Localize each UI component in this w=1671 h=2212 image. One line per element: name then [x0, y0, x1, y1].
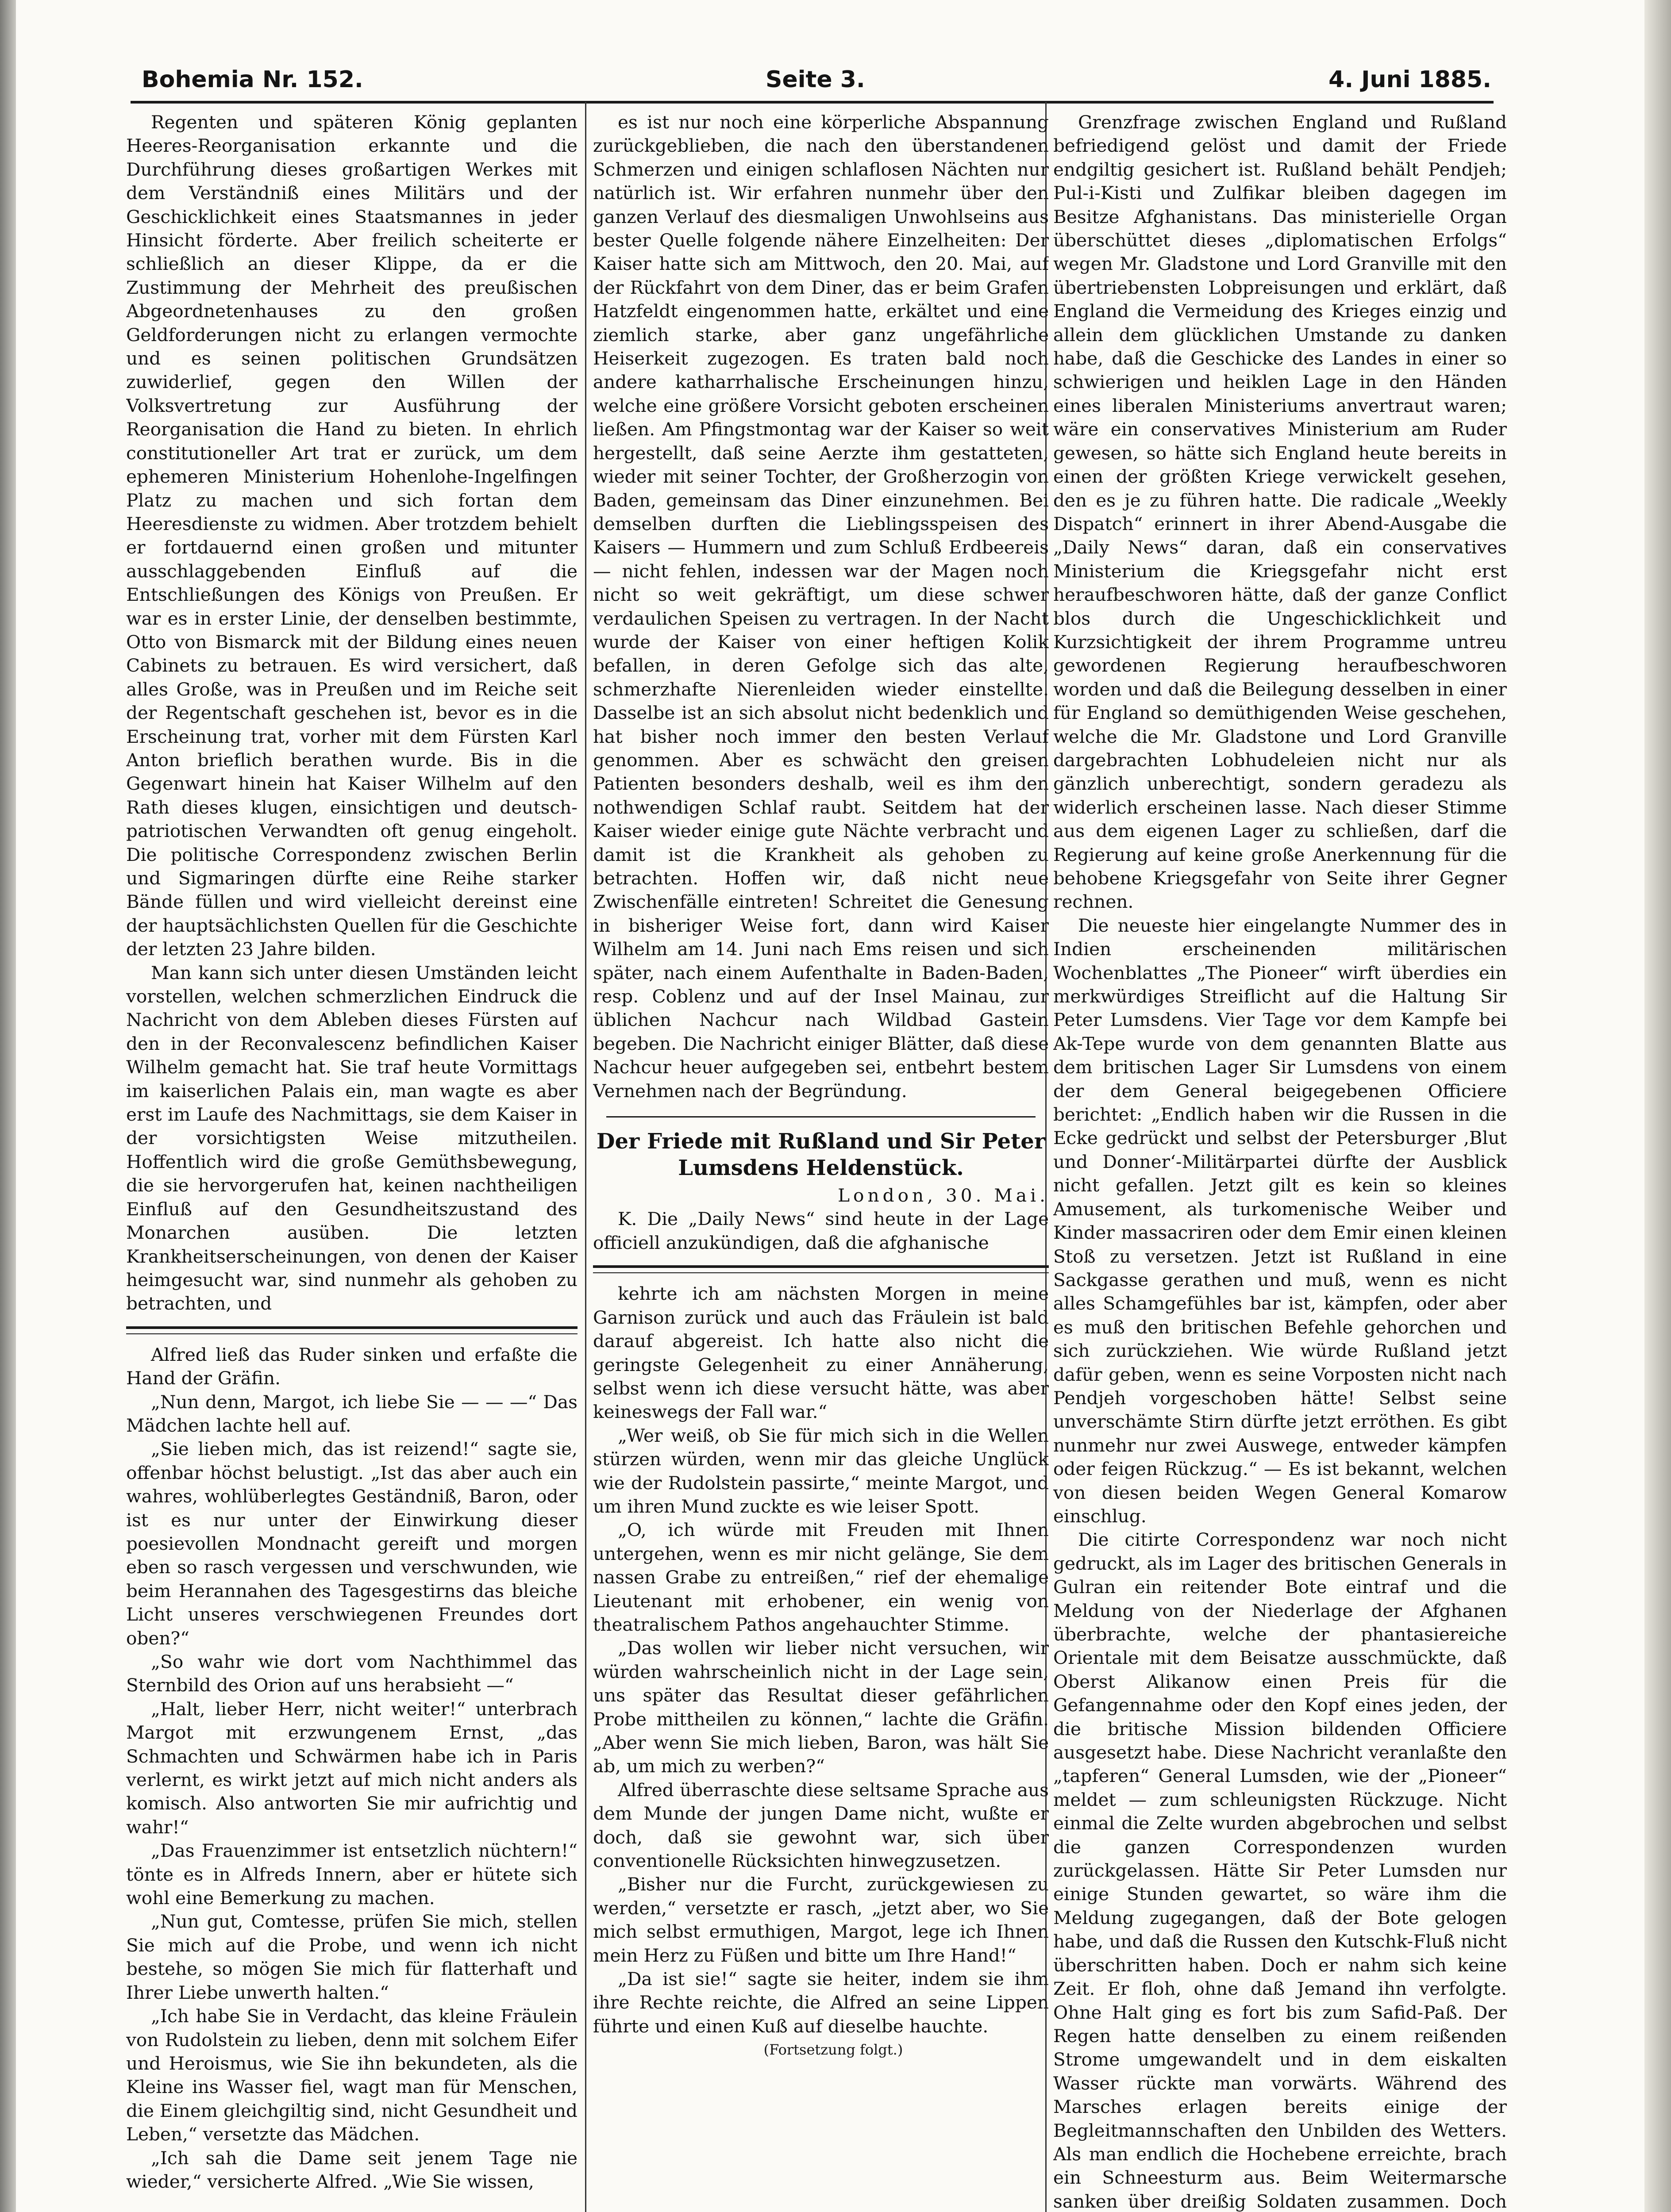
article-lead: K. Die „Daily News“ sind heute in der Lage officiell anzukündigen, daß die afghanische	[593, 1208, 1049, 1253]
column-3-paragraph: Die citirte Correspondenz war noch nicht gedruckt, als im Lager des britischen Generals in Gulran ein reitender Bote eintraf und die Meldung von der Niederlage der Afghanen überbrachte, welche der phantasiereiche Orientale mit dem Beisatze ausschmückte, daß Oberst Alikanow einen Preis für die Gefangennahme oder den Kopf eines jeden, der die britische Mission bildenden Officiere ausgesetzt habe. Diese Nachricht veranlaßte den „tapferen“ General Lumsden, wie der „Pioneer“ meldet — zum schleunigsten Rückzuge. Nicht einmal die Zelte wurden abgebrochen und selbst die ganzen Correspondenzen wurden zurückgelassen. Hätte Sir Peter Lumsden nur einige Stunden gewartet, so wäre ihm die Meldung zugegangen, daß der Bote gelogen habe, und daß die Russen den Kutschk-Fluß nicht überschritten haben. Doch er nahm sich keine Zeit. Er floh, ohne daß Jemand ihn verfolgte. Ohne Halt ging es fort bis zum Safid-Paß. Der Regen hatte denselben zu einem reißenden Strome umgewandelt und in dem eiskalten Wasser rückte man vorwärts. Während des Marsches erlagen bereits einige der Begleitmannschaften den Unbilden des Wetters. Als man endlich die Hochebene erreichte, brach ein Schneesturm aus. Beim Weitermarsche sanken über dreißig Soldaten zusammen. Doch	[1053, 1529, 1507, 2212]
column-3	[1053, 111, 1507, 2212]
column-3-paragraph: Grenzfrage zwischen England und Rußland befriedigend gelöst und damit der Friede endgiltig gesichert ist. Rußland behält Pendjeh; Pul-i-Kisti und Zulfikar bleiben dagegen im Besitze Afghanistans. Das ministerielle Organ überschüttet dieses „diplomatischen Erfolgs“ wegen Mr. Gladstone und Lord Granville mit den übertriebensten Lobpreisungen und erklärt, daß England die Vermeidung des Krieges einzig und allein dem glücklichen Umstande zu danken habe, daß die Geschicke des Landes in einer so schwierigen und heiklen Lage in den Händen eines liberalen Ministeriums anvertraut waren; wäre ein conservatives Ministerium am Ruder gewesen, so hätte sich England heute bereits in einen der größten Kriege verwickelt gesehen, den es je zu führen hatte. Die radicale „Weekly Dispatch“ erinnert in ihrer Abend-Ausgabe die „Daily News“ daran, daß ein conservatives Ministerium die Kriegsgefahr nicht erst heraufbeschworen hätte, daß der ganze Conflict blos durch die Ungeschicklichkeit und Kurzsichtigkeit der ihrem Programme untreu gewordenen Regierung heraufbeschworen worden und daß die Beilegung desselben in einer für England so demüthigenden Weise geschehen, welche die Mr. Gladstone und Lord Granville dargebrachten Lobhudeleien nicht nur als gänzlich unberechtigt, sondern geradezu als widerlich erscheinen lasse. Nach dieser Stimme aus dem eigenen Lager zu schließen, darf die Regierung auf keine große Anerkennung für die behobene Kriegsgefahr von Seite ihrer Gegner rechnen.	[1053, 111, 1507, 913]
column-1-paragraph: Regenten und späteren König geplanten Heeres-Reorganisation erkannte und die Durchführung dieses großartigen Werkes mit dem Verständniß eines Militärs und der Geschicklichkeit eines Staatsmannes in jeder Hinsicht förderte. Aber freilich scheiterte er schließlich an dieser Klippe, da er die Zustimmung der Mehrheit des preußischen Abgeordnetenhauses zu den großen Geldforderungen nicht zu erlangen vermochte und es seinen politischen Grundsätzen zuwiderlief, gegen den Willen der Volksvertretung zur Ausführung der Reorganisation die Hand zu bieten. In ehrlich constitutioneller Art trat er zurück, um dem ephemeren Ministerium Hohenlohe-Ingelfingen Platz zu machen und sich fortan dem Heeresdienste zu widmen. Aber trotzdem behielt er fortdauernd einen großen und mitunter ausschlaggebenden Einfluß auf die Entschließungen des Königs von Preußen. Er war es in erster Linie, der denselben bestimmte, Otto von Bismarck mit der Bildung eines neuen Cabinets zu betrauen. Es wird versichert, daß alles Große, was in Preußen und im Reiche seit der Regentschaft geschehen ist, bevor es in die Erscheinung trat, vorher mit dem Fürsten Karl Anton brieflich berathen wurde. Bis in die Gegenwart hinein hat Kaiser Wilhelm auf den Rath dieses klugen, einsichtigen und deutsch-patriotischen Verwandten oft genug eingeholt. Die politische Correspondenz zwischen Berlin und Sigmaringen dürfte eine Reihe starker Bände füllen und wird vielleicht dereinst eine der hauptsächlichsten Quellen für die Geschichte der letzten 23 Jahre bilden.	[126, 111, 578, 960]
feuilleton-paragraph: „Halt, lieber Herr, nicht weiter!“ unterbrach Margot mit erzwungenem Ernst, „das Schmachten und Schwärmen habe ich in Paris verlernt, es wirkt jetzt auf mich nicht anders als komisch. Also antworten Sie mir aufrichtig und wahr!“	[126, 1698, 578, 1838]
feuilleton-paragraph: „Nun denn, Margot, ich liebe Sie — — —“ Das Mädchen lachte hell auf.	[126, 1391, 578, 1436]
feuilleton-paragraph: „Bisher nur die Furcht, zurückgewiesen zu werden,“ versetzte er rasch, „jetzt aber, wo Sie mich selbst ermuthigen, Margot, lege ich Ihnen mein Herz zu Füßen und bitte um Ihre Hand!“	[593, 1874, 1049, 1966]
feuilleton-paragraph: „O, ich würde mit Freuden mit Ihnen untergehen, wenn es mir nicht gelänge, Sie dem nassen Grabe zu entreißen,“ rief der ehemalige Lieutenant mit erhobener, ein wenig von theatralischem Pathos angehauchter Stimme.	[593, 1519, 1049, 1635]
feuilleton-paragraph: „Das wollen wir lieber nicht versuchen, wir würden wahrscheinlich nicht in der Lage sein, uns später das Resultat dieser gefährlichen Probe mittheilen zu können,“ lachte die Gräfin. „Aber wenn Sie mich lieben, Baron, was hält Sie ab, um mich zu werben?“	[593, 1637, 1049, 1777]
column-1	[126, 111, 578, 2212]
feuilleton-paragraph: Alfred überraschte diese seltsame Sprache aus dem Munde der jungen Dame nicht, wußte er doch, daß sie gewohnt war, sich über conventionelle Rücksichten hinwegzusetzen.	[593, 1779, 1049, 1872]
column-2-paragraph: es ist nur noch eine körperliche Abspannung zurückgeblieben, die nach den überstandenen Schmerzen und einigen schlaflosen Nächten nur natürlich ist. Wir erfahren nunmehr über den ganzen Verlauf des diesmaligen Unwohlseins aus bester Quelle folgende nähere Einzelheiten: Der Kaiser hatte sich am Mittwoch, den 20. Mai, auf der Rückfahrt von dem Diner, das er beim Grafen Hatzfeldt eingenommen hatte, erkältet und eine ziemlich starke, aber ganz ungefährliche Heiserkeit zugezogen. Es traten bald noch andere katharrhalische Erscheinungen hinzu, welche eine größere Vorsicht geboten erscheinen ließen. Am Pfingstmontag war der Kaiser so weit hergestellt, daß seine Aerzte ihm gestatteten, wieder mit seiner Tochter, der Großherzogin von Baden, gemeinsam das Diner einzunehmen. Bei demselben durften die Lieblingsspeisen des Kaisers — Hummern und zum Schluß Erdbeereis — nicht fehlen, indessen war der Magen noch nicht so weit gekräftigt, um diese schwer verdaulichen Speisen zu vertragen. In der Nacht wurde der Kaiser von einer heftigen Kolik befallen, in deren Gefolge sich das alte, schmerzhafte Nierenleiden wieder einstellte. Dasselbe ist an sich absolut nicht bedenklich und hat bisher noch immer den besten Verlauf genommen. Aber es schwächt den greisen Patienten besonders deshalb, weil es ihm den nothwendigen Schlaf raubt. Seitdem hat der Kaiser wieder einige gute Nächte verbracht und damit ist die Krankheit als gehoben zu betrachten. Hoffen wir, daß nicht neue Zwischenfälle eintreten! Schreitet die Genesung in bisheriger Weise fort, dann wird Kaiser Wilhelm am 14. Juni nach Ems reisen und sich später, nach einem Aufenthalte in Baden-Baden, resp. Coblenz und auf der Insel Mainau, zur üblichen Nachcur nach Wildbad Gastein begeben. Die Nachricht einiger Blätter, daß diese Nachcur heuer aufgegeben sei, entbehrt bestem Vernehmen nach der Begründung.	[593, 111, 1049, 1102]
page-header	[142, 66, 1491, 102]
feuilleton-paragraph: „Sie lieben mich, das ist reizend!“ sagte sie, offenbar höchst belustigt. „Ist das aber auch ein wahres, wohlüberlegtes Geständniß, Baron, oder ist es nur unter der Einwirkung dieser poesievollen Mondnacht gereift und morgen eben so rasch vergessen und verschwunden, wie beim Herannahen des Tagesgestirns das bleiche Licht unseres verschwiegenen Freundes dort oben?“	[126, 1438, 578, 1649]
column-1-paragraph: Man kann sich unter diesen Umständen leicht vorstellen, welchen schmerzlichen Eindruck die Nachricht von dem Ableben dieses Fürsten auf den in der Reconvalescenz befindlichen Kaiser Wilhelm gemacht hat. Sie traf heute Vormittags im kaiserlichen Palais ein, man wagte es aber erst im Laufe des Nachmittags, sie dem Kaiser in der vorsichtigsten Weise mitzutheilen. Hoffentlich wird die große Gemüthsbewegung, die sie hervorgerufen hat, keinen nachtheiligen Einfluß auf den Gesundheitszustand des Monarchen ausüben. Die letzten Krankheitserscheinungen, von denen der Kaiser heimgesucht war, sind nunmehr als gehoben zu betrachten, und	[126, 962, 578, 1314]
feuilleton-paragraph: „Da ist sie!“ sagte sie heiter, indem sie ihm ihre Rechte reichte, die Alfred an seine Lippen führte und einen Kuß auf dieselbe hauchte.	[593, 1968, 1049, 2037]
feuilleton-paragraph: „Nun gut, Comtesse, prüfen Sie mich, stellen Sie mich auf die Probe, und wenn ich nicht bestehe, so mögen Sie mich für flatterhaft und Ihrer Liebe unwerth halten.“	[126, 1911, 578, 2003]
scan-left-edge	[0, 0, 16, 2212]
article-title: Der Friede mit Rußland und Sir Peter Lumsdens Heldenstück.	[596, 1129, 1046, 1181]
feuilleton-separator	[593, 1265, 1049, 1273]
feuilleton-separator	[126, 1326, 578, 1334]
feuilleton-paragraph: kehrte ich am nächsten Morgen in meine Garnison zurück und auch das Fräulein ist bald darauf abgereist. Ich hatte also nicht die geringste Gelegenheit zu einer Annäherung, selbst wenn ich diese versucht hätte, was aber keineswegs der Fall war.“	[593, 1283, 1049, 1423]
header-page-number: Seite 3.	[766, 66, 865, 93]
header-publication: Bohemia Nr. 152.	[142, 66, 363, 93]
feuilleton-paragraph: „Wer weiß, ob Sie für mich sich in die Wellen stürzen würden, wenn mir das gleiche Unglück wie der Rudolstein passirte,“ meinte Margot, und um ihren Mund zuckte es wie leiser Spott.	[593, 1425, 1049, 1517]
column-divider-1	[585, 102, 586, 2212]
feuilleton-paragraph: „Ich habe Sie in Verdacht, das kleine Fräulein von Rudolstein zu lieben, denn mit solchem Eifer und Heroismus, wie Sie ihn bekundeten, als die Kleine ins Wasser fiel, wagt man für Menschen, die Einem gleichgiltig sind, nicht Gesundheit und Leben,“ versetzte das Mädchen.	[126, 2005, 578, 2145]
continuation-note: (Fortsetzung folgt.)	[763, 2041, 903, 2058]
column-2	[593, 111, 1049, 2212]
header-rule	[131, 101, 1494, 104]
feuilleton-paragraph: „Ich sah die Dame seit jenem Tage nie wieder,“ versicherte Alfred. „Wie Sie wissen,	[126, 2147, 578, 2192]
feuilleton-paragraph: „So wahr wie dort vom Nachthimmel das Sternbild des Orion auf uns herabsieht —“	[126, 1651, 578, 1696]
header-date: 4. Juni 1885.	[1328, 66, 1491, 93]
feuilleton-paragraph: Alfred ließ das Ruder sinken und erfaßte die Hand der Gräfin.	[126, 1344, 578, 1389]
article-dateline: London, 30. Mai.	[838, 1185, 1049, 1206]
column-3-paragraph: Die neueste hier eingelangte Nummer des in Indien erscheinenden militärischen Wochenblattes „The Pioneer“ wirft überdies ein merkwürdiges Streiflicht auf die Haltung Sir Peter Lumsdens. Vier Tage vor dem Kampfe bei Ak-Tepe wurde von dem genannten Blatte aus dem britischen Lager Sir Lumsdens von einem der dem General beigegebenen Officiere berichtet: „Endlich haben wir die Russen in die Ecke gedrückt und selbst der Petersburger ‚Blut und Donner‘-Militärpartei dürfte der Ausblick nicht gefallen. Jetzt gilt es kein so kleines Amusement, als turkomenische Weiber und Kinder massacriren oder dem Emir einen kleinen Stoß zu versetzen. Jetzt ist Rußland in eine Sackgasse gerathen und muß, wenn es nicht alles Schamgefühles bar ist, kämpfen, oder aber es muß den britischen Befehle gehorchen und sich zurückziehen. Wie würde Rußland jetzt dafür geben, wenn es seine Vorposten nicht nach Pendjeh vorgeschoben hätte! Selbst seine unverschämte Stirn dürfte jetzt erröthen. Es gibt nunmehr nur zwei Auswege, entweder kämpfen oder feigen Rückzug.“ — Es ist bekannt, welchen von diesen beiden Wegen General Komarow einschlug.	[1053, 914, 1507, 1527]
feuilleton-paragraph: „Das Frauenzimmer ist entsetzlich nüchtern!“ tönte es in Alfreds Innern, aber er hütete sich wohl eine Bemerkung zu machen.	[126, 1840, 578, 1909]
article-separator	[606, 1116, 1036, 1118]
scan-right-edge	[1644, 0, 1671, 2212]
